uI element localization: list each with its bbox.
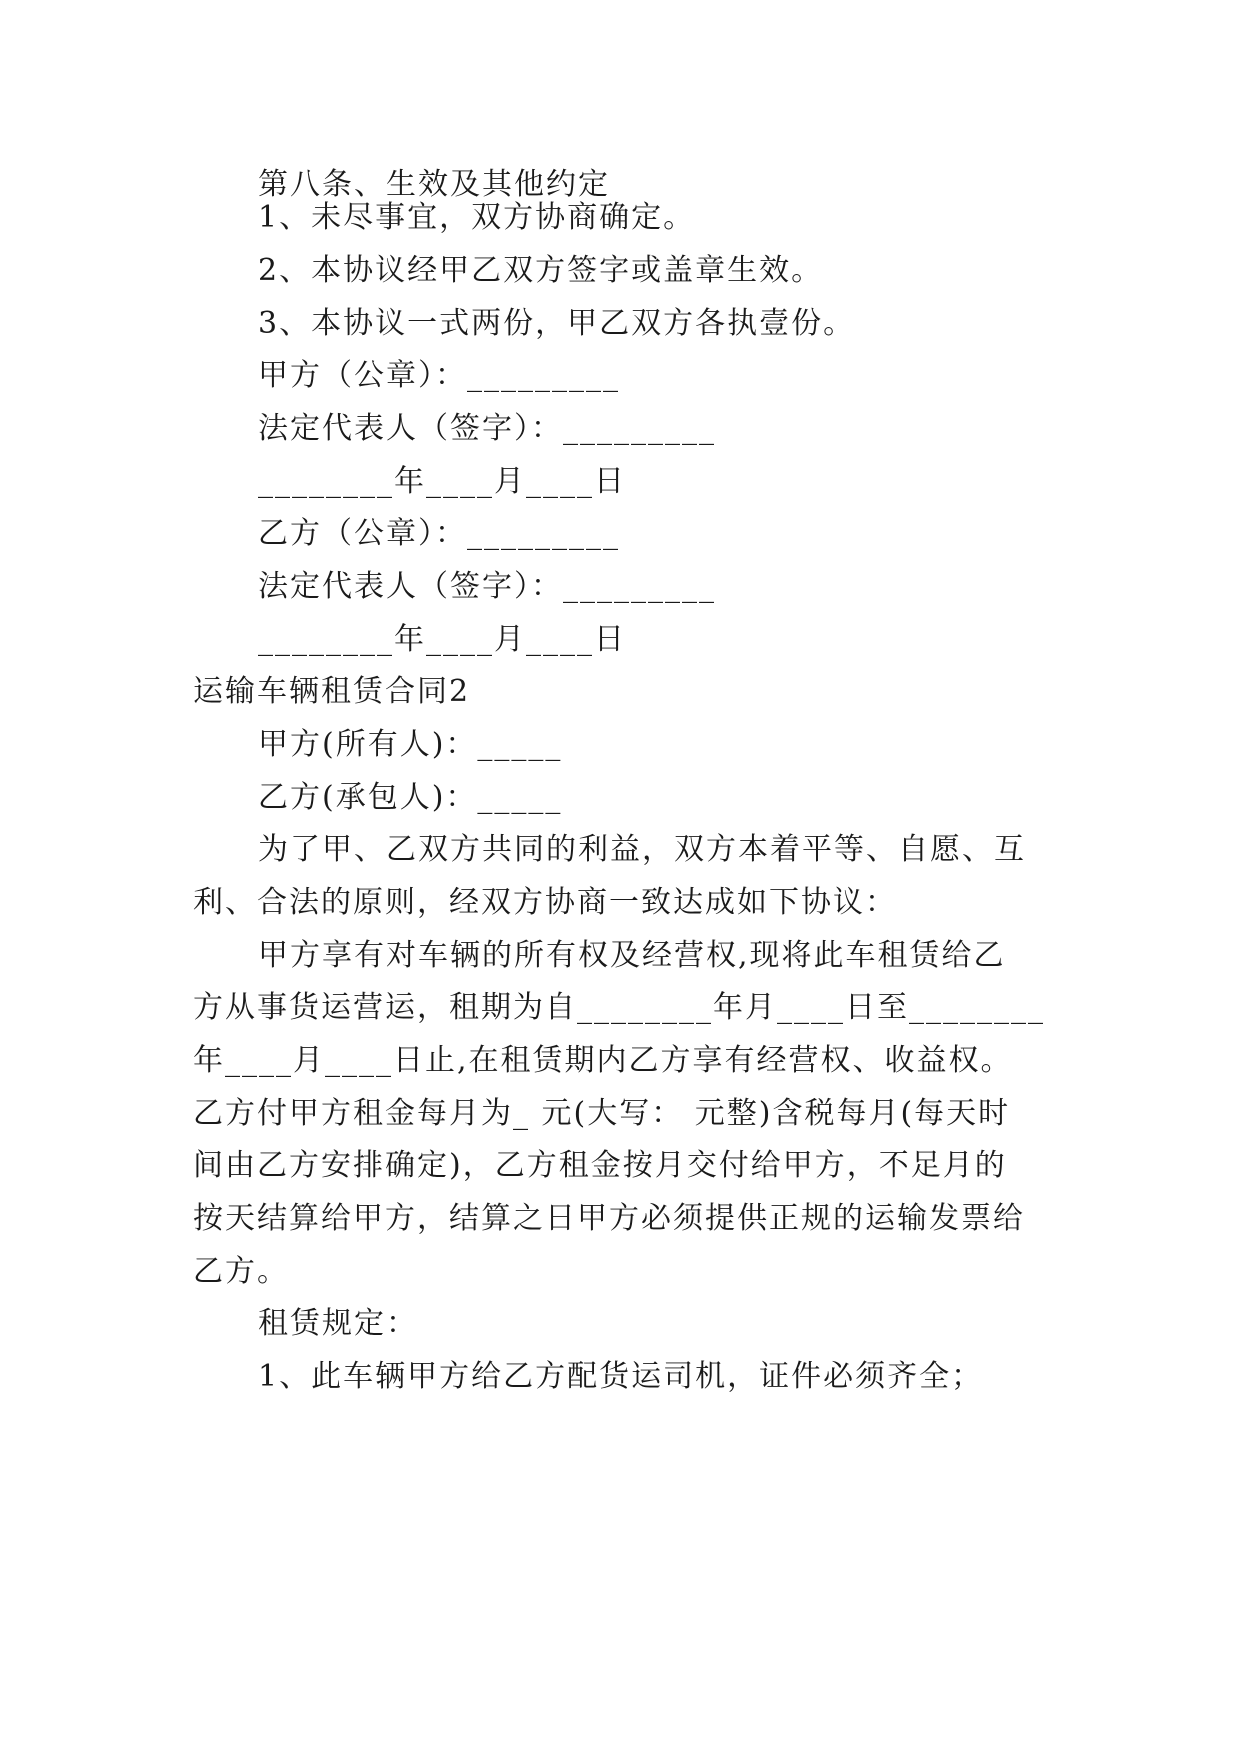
clause-1: 1、未尽事宜，双方协商确定。: [258, 200, 696, 235]
party-b-representative: 法定代表人（签字）：_________: [258, 569, 716, 604]
clause-3: 3、本协议一式两份，甲乙双方各执壹份。: [258, 306, 856, 341]
party-b-seal: 乙方（公章）：_________: [258, 516, 620, 551]
paragraph-line: 间由乙方安排确定)，乙方租金按月交付给甲方，不足月的: [193, 1148, 1007, 1183]
owner-party: 甲方(所有人)：_____: [258, 727, 563, 762]
rental-rule-1: 1、此车辆甲方给乙方配货运司机，证件必须齐全；: [258, 1359, 984, 1394]
contractor-party: 乙方(承包人)：_____: [258, 780, 563, 815]
paragraph-line: 方从事货运营运，租期为自________年月____日至________: [193, 990, 1045, 1025]
paragraph-line: 按天结算给甲方，结算之日甲方必须提供正规的运输发票给: [193, 1201, 1025, 1236]
paragraph-line: 乙方付甲方租金每月为_ 元(大写： 元整)含税每月(每天时: [193, 1096, 1011, 1131]
paragraph-line: 为了甲、乙双方共同的利益，双方本着平等、自愿、互: [258, 832, 1026, 867]
party-a-representative: 法定代表人（签字）：_________: [258, 411, 716, 446]
paragraph-line: 乙方。: [193, 1254, 289, 1289]
party-b-date: ________年____月____日: [258, 622, 626, 657]
paragraph-line: 利、合法的原则，经双方协商一致达成如下协议：: [193, 885, 897, 920]
party-a-seal: 甲方（公章）：_________: [258, 358, 620, 393]
paragraph-line: 甲方享有对车辆的所有权及经营权,现将此车租赁给乙: [258, 938, 1006, 973]
rental-rules-heading: 租赁规定：: [258, 1306, 418, 1341]
clause-2: 2、本协议经甲乙双方签字或盖章生效。: [258, 253, 824, 288]
section-heading: 第八条、生效及其他约定: [258, 167, 610, 202]
contract-title: 运输车辆租赁合同2: [193, 674, 471, 709]
party-a-date: ________年____月____日: [258, 464, 626, 499]
paragraph-line: 年____月____日止,在租赁期内乙方享有经营权、收益权。: [193, 1043, 1013, 1078]
